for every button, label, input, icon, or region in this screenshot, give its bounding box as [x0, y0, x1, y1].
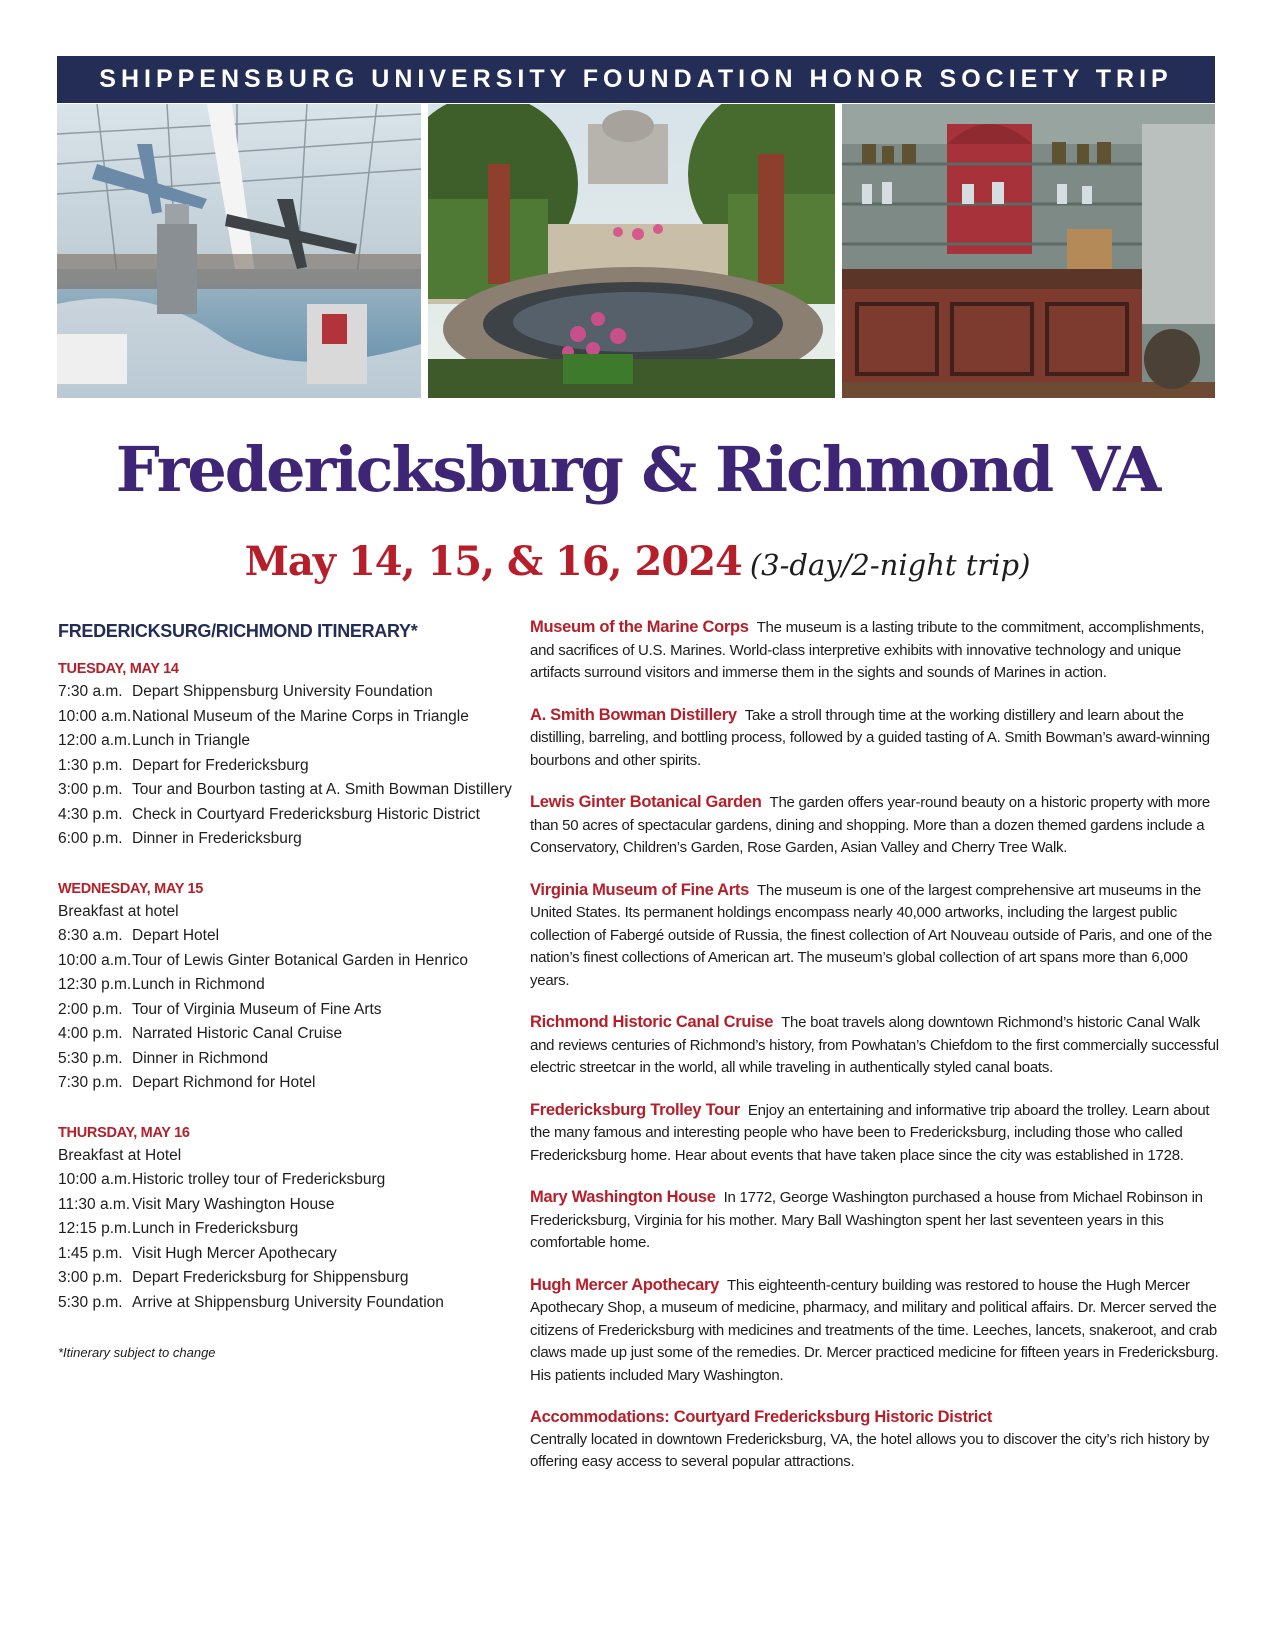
itinerary-activity: Depart Hotel: [132, 927, 220, 944]
itinerary-activity: Depart Richmond for Hotel: [132, 1074, 316, 1091]
itinerary-row: [58, 1291, 508, 1316]
itinerary-activity: Tour of Virginia Museum of Fine Arts: [132, 1000, 382, 1018]
day-note: Breakfast at hotel: [58, 902, 179, 920]
itinerary-column: [58, 618, 512, 1366]
itinerary-time: 3:00 p.m.: [58, 781, 123, 798]
itinerary-row: [58, 729, 508, 754]
itinerary-activity: Lunch in Richmond: [132, 976, 265, 993]
attraction-entry: [530, 791, 1220, 860]
itinerary-row: [58, 778, 512, 803]
attraction-heading: A. Smith Bowman Distillery: [530, 705, 737, 724]
itinerary-activity: Depart Shippensburg University Foundation: [132, 683, 433, 700]
day-note: Breakfast at Hotel: [58, 1146, 182, 1164]
itinerary-row: [58, 705, 508, 730]
itinerary-row: [58, 754, 508, 779]
itinerary-row: [58, 924, 508, 949]
itinerary-row: [58, 1266, 508, 1291]
itinerary-day: [58, 658, 512, 852]
attraction-heading: Richmond Historic Canal Cruise: [530, 1013, 774, 1031]
attraction-entry: [530, 1099, 1220, 1168]
attractions-column: [530, 616, 1220, 1493]
itinerary-time: 3:00 p.m.: [58, 1269, 123, 1286]
attraction-entry: [530, 616, 1220, 685]
itinerary-row: [58, 973, 508, 998]
itinerary-time: 10:00 a.m.: [58, 1171, 132, 1188]
itinerary-row: [58, 1242, 508, 1267]
itinerary-activity: Depart for Fredericksburg: [132, 756, 309, 774]
itinerary-row: [58, 1071, 508, 1096]
itinerary-activity: Narrated Historic Canal Cruise: [132, 1025, 343, 1042]
attraction-heading: Hugh Mercer Apothecary: [530, 1275, 719, 1294]
marine-corps-museum-photo: [57, 104, 421, 398]
attraction-text: This eighteenth-century building was restored to house the Hugh Mercer Apothecary Shop, a museum of medicine, pharmacy, and military and political affairs. Dr. Mercer served the citizens of Fredericksburg with medicines and treatments of the time. Leeches, lancets, snakeroot, and crab claws made up just some of the remedies. Dr. Mercer practiced medicine for fifteen years in Fredericksburg. His patients included Mary Washington.: [530, 1276, 1219, 1384]
attractions-list: [530, 616, 1220, 1387]
attraction-text: Enjoy an entertaining and informative trip aboard the trolley. Learn about the many famous and interesting people who have been to Fredericksburg, including those who called Fredericksburg home. Hear about events that have taken place since the city was established in 1728.: [530, 1101, 1210, 1164]
attraction-text: Take a stroll through time at the working distillery and learn about the distilling, barreling, and bottling process, followed by a guided tasting of A. Smith Bowman’s award-winning bourbons and other spirits.: [530, 706, 1210, 769]
attraction-entry: [530, 1011, 1220, 1080]
itinerary-row: [58, 827, 508, 852]
trip-duration: (3-day/2-night trip): [749, 548, 1031, 582]
itinerary-row: [58, 1193, 508, 1218]
attraction-heading: Fredericksburg Trolley Tour: [530, 1100, 740, 1119]
itinerary-time: 6:00 p.m.: [58, 830, 123, 847]
page-title: Fredericksburg & Richmond VA: [115, 433, 1160, 506]
itinerary-day: [58, 1122, 508, 1316]
day-heading: WEDNESDAY, MAY 15: [58, 880, 204, 897]
itinerary-time: 7:30 a.m.: [58, 683, 123, 700]
itinerary-time: 10:00 a.m.: [58, 951, 132, 969]
attraction-entry: [530, 879, 1220, 993]
itinerary-row: [58, 998, 508, 1023]
itinerary-days: [58, 658, 512, 1315]
day-heading: THURSDAY, MAY 16: [58, 1124, 190, 1141]
attraction-text: In 1772, George Washington purchased a house from Michael Robinson in Fredericksburg, Virginia for his mother. Mary Ball Washington spent her last seventeen years in this comfortable home.: [530, 1189, 1203, 1251]
itinerary-activity: Tour of Lewis Ginter Botanical Garden in Henrico: [132, 951, 468, 969]
itinerary-activity: Visit Mary Washington House: [132, 1195, 335, 1213]
itinerary-time: 11:30 a.m.: [58, 1195, 131, 1213]
attraction-text: The museum is one of the largest comprehensive art museums in the United States. Its permanent holdings encompass nearly 40,000 artworks, including the largest public collection of Fabergé outside of Russia, the finest collection of Art Nouveau outside of Paris, and one of the nation’s finest collections of American art. The museum’s global collection of art spans more than 6,000 years.: [530, 881, 1213, 989]
itinerary-time: 10:00 a.m.: [58, 707, 132, 725]
itinerary-time: 12:00 a.m.: [58, 732, 132, 749]
itinerary-time: 4:30 p.m.: [58, 805, 123, 823]
itinerary-time: 5:30 p.m.: [58, 1049, 123, 1067]
itinerary-activity: Visit Hugh Mercer Apothecary: [132, 1244, 337, 1262]
itinerary-title: FREDERICKSURG/RICHMOND ITINERARY*: [58, 621, 418, 641]
itinerary-activity: Lunch in Triangle: [132, 732, 251, 749]
botanical-garden-photo: [428, 104, 835, 398]
itinerary-activity: Historic trolley tour of Fredericksburg: [132, 1171, 386, 1188]
itinerary-activity: Check in Courtyard Fredericksburg Historic District: [132, 805, 480, 823]
trip-dates: May 14, 15, & 16, 2024: [244, 538, 742, 585]
trip-dates-line: [0, 535, 1275, 597]
itinerary-row: [58, 1168, 508, 1193]
day-heading: TUESDAY, MAY 14: [58, 661, 179, 677]
itinerary-row: [58, 949, 508, 974]
accommodations: [530, 1406, 1220, 1474]
attraction-heading: Virginia Museum of Fine Arts: [530, 880, 749, 899]
attraction-entry: [530, 1186, 1220, 1255]
itinerary-activity: National Museum of the Marine Corps in Triangle: [132, 707, 469, 725]
itinerary-row: [58, 1022, 508, 1047]
itinerary-activity: Arrive at Shippensburg University Foundation: [132, 1293, 444, 1311]
itinerary-activity: Tour and Bourbon tasting at A. Smith Bowman Distillery: [132, 781, 512, 798]
itinerary-time: 12:30 p.m.: [58, 976, 132, 993]
itinerary-row: [58, 1047, 508, 1072]
attraction-entry: [530, 704, 1220, 773]
attraction-text: The museum is a lasting tribute to the commitment, accomplishments, and sacrifices of U.S. Marines. World-class interpretive exhibits with innovative technology and unique artifacts surround visitors and immerse them in the sights and sounds of Marines in action.: [530, 619, 1205, 681]
itinerary-time: 12:15 p.m.: [58, 1220, 132, 1237]
itinerary-row: [58, 803, 508, 828]
apothecary-photo: [842, 104, 1215, 398]
attraction-text: The garden offers year-round beauty on a historic property with more than 50 acres of spectacular gardens, dining and shopping. More than a dozen themed gardens include a Conservatory, Children’s Garden, Rose Garden, Asian Valley and Cherry Tree Walk.: [530, 794, 1210, 856]
itinerary-time: 4:00 p.m.: [58, 1025, 123, 1042]
trip-banner: SHIPPENSBURG UNIVERSITY FOUNDATION HONOR SOCIETY TRIP: [57, 56, 1215, 103]
attraction-heading: Mary Washington House: [530, 1188, 716, 1206]
accommodations-heading: Accommodations: Courtyard Fredericksburg Historic District: [530, 1408, 993, 1426]
itinerary-row: [58, 1217, 508, 1242]
itinerary-activity: Depart Fredericksburg for Shippensburg: [132, 1269, 409, 1286]
attraction-entry: [530, 1274, 1220, 1388]
attraction-heading: Lewis Ginter Botanical Garden: [530, 793, 762, 811]
itinerary-row: [58, 680, 508, 705]
accommodations-text: Centrally located in downtown Fredericksburg, VA, the hotel allows you to discover the city’s rich history by offering easy access to several popular attractions.: [530, 1430, 1210, 1470]
itinerary-time: 8:30 a.m.: [58, 927, 123, 944]
itinerary-time: 2:00 p.m.: [58, 1000, 123, 1018]
itinerary-activity: Dinner in Fredericksburg: [132, 830, 302, 847]
itinerary-time: 1:30 p.m.: [58, 756, 123, 774]
itinerary-footnote: *Itinerary subject to change: [58, 1345, 216, 1360]
itinerary-day: [58, 878, 508, 1096]
attraction-heading: Museum of the Marine Corps: [530, 618, 749, 636]
itinerary-time: 5:30 p.m.: [58, 1293, 123, 1311]
itinerary-time: 7:30 p.m.: [58, 1074, 123, 1091]
itinerary-time: 1:45 p.m.: [58, 1244, 123, 1262]
attraction-text: The boat travels along downtown Richmond’s historic Canal Walk and reviews centuries of Richmond’s history, from Powhatan’s Chiefdom to the first commercially successful electric streetcar in the world, all while traveling in authentically styled canal boats.: [530, 1014, 1219, 1076]
itinerary-activity: Lunch in Fredericksburg: [132, 1220, 299, 1237]
itinerary-activity: Dinner in Richmond: [132, 1049, 269, 1067]
